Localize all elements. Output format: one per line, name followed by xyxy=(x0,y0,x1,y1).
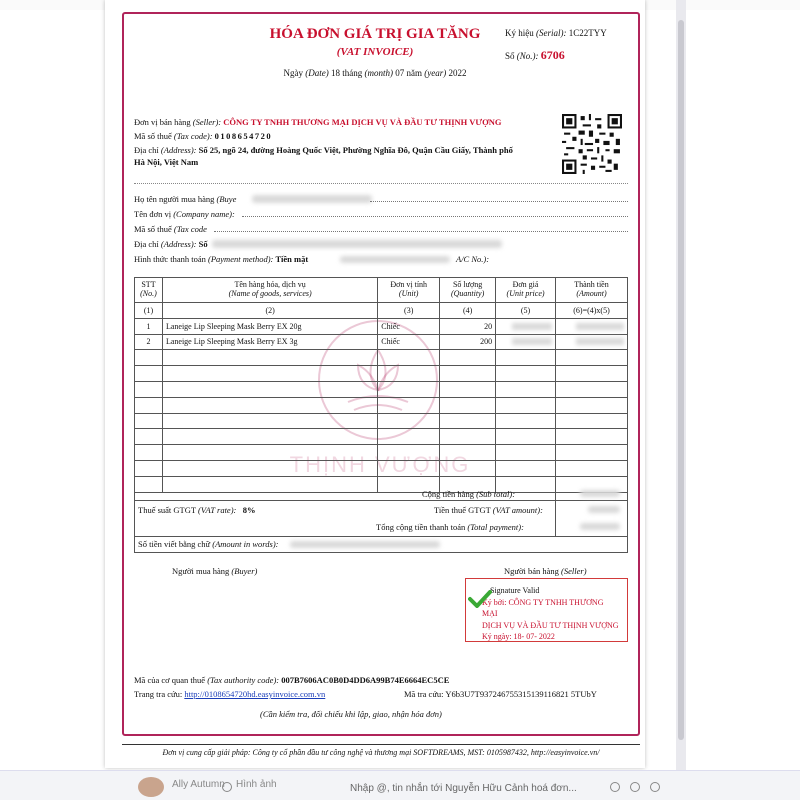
table-row-empty xyxy=(135,413,628,429)
seller-address: Địa chỉ (Address): Số 25, ngõ 24, đường Hoàng Quốc Việt, Phường Nghĩa Đô, Quận Cầu Giấy, Thành phố xyxy=(134,145,513,155)
col-header-unit: Đơn vị tính (Unit) xyxy=(378,278,440,303)
payment-method: Hình thức thanh toán (Payment method): Tiền mặt xyxy=(134,254,309,264)
table-index-row: (1) (2) (3) (4) (5) (6)=(4)x(5) xyxy=(135,303,628,319)
table-row-empty xyxy=(135,476,628,492)
col-header-price: Đơn giá (Unit price) xyxy=(496,278,556,303)
image-icon xyxy=(222,782,232,792)
buyer-name-line xyxy=(370,194,628,202)
emoji-icon[interactable] xyxy=(610,782,620,792)
chat-input[interactable]: Nhập @, tin nhắn tới Nguyễn Hữu Cảnh hoá đơn... xyxy=(350,783,577,794)
redacted-account xyxy=(340,256,450,263)
table-header-row xyxy=(135,278,628,303)
totals-border-right xyxy=(627,484,628,552)
buyer-company: Tên đơn vị (Company name): xyxy=(134,209,235,219)
lookup-link[interactable]: http://0108654720hd.easyinvoice.com.vn xyxy=(184,689,326,699)
scrollbar-thumb[interactable] xyxy=(678,20,684,740)
invoice-number: Số (No.): 6706 xyxy=(505,48,565,62)
totals-amount-divider xyxy=(555,484,556,536)
totals-line xyxy=(134,500,628,501)
header-separator xyxy=(134,183,628,184)
vat-rate: Thuế suất GTGT (VAT rate): 8% xyxy=(138,505,256,515)
redacted-cell xyxy=(496,334,556,350)
invoice-serial: Ký hiệu (Serial): 1C22TYY xyxy=(505,28,607,38)
table-row-empty xyxy=(135,397,628,413)
lookup-code: Mã tra cứu: Y6b3U7T937246755315139116821 5TUbY xyxy=(404,689,597,699)
vat-amount-label: Tiền thuế GTGT (VAT amount): xyxy=(434,505,543,515)
lookup-page: Trang tra cứu: http://0108654720hd.easyinvoice.com.vn xyxy=(134,689,326,699)
items-table xyxy=(134,277,628,493)
redacted-total xyxy=(580,523,620,530)
table-row: 1 Laneige Lip Sleeping Mask Berry EX 20g Chiếc 20 xyxy=(135,318,628,334)
redacted-cell xyxy=(496,318,556,334)
buyer-tax-code: Mã số thuế (Tax code xyxy=(134,224,207,234)
amount-in-words: Số tiền viết bằng chữ (Amount in words): xyxy=(138,539,279,549)
seller-name: Đơn vị bán hàng (Seller): CÔNG TY TNHH THƯƠNG MẠI DỊCH VỤ VÀ ĐẦU TƯ THỊNH VƯỢNG xyxy=(134,117,502,127)
buyer-tax-line xyxy=(214,224,628,232)
buyer-company-line xyxy=(242,209,628,217)
invoice-subtitle: (VAT INVOICE) xyxy=(336,46,414,58)
totals-line xyxy=(134,552,628,553)
table-row-empty xyxy=(135,460,628,476)
footer-divider xyxy=(122,744,640,745)
account-number: A/C No.): xyxy=(456,254,490,264)
attach-icon[interactable] xyxy=(630,782,640,792)
chat-user-name: Ally Autumn xyxy=(172,779,225,790)
col-header-no: STT (No.) xyxy=(135,278,163,303)
subtotal-label: Cộng tiền hàng (Sub total): xyxy=(422,489,516,499)
table-row-empty xyxy=(135,445,628,461)
redacted-vat-amount xyxy=(588,506,620,513)
avatar[interactable] xyxy=(138,777,164,797)
totals-line xyxy=(134,536,628,537)
digital-signature-box[interactable]: Signature Valid Ký bởi: CÔNG TY TNHH THƯƠNG MẠI DỊCH VỤ VÀ ĐẦU TƯ THỊNH VƯỢNG Ký ngày: 18- 07- 2022 xyxy=(465,578,628,642)
buyer-address: Địa chỉ (Address): Số xyxy=(134,239,208,249)
redacted-buyer-name xyxy=(252,195,372,203)
buyer-name: Họ tên người mua hàng (Buye xyxy=(134,194,237,204)
totals-border-left xyxy=(134,484,135,552)
signature-valid-text: Signature Valid xyxy=(490,586,540,595)
chat-bar xyxy=(0,770,800,800)
col-header-amount: Thành tiền (Amount) xyxy=(556,278,628,303)
provider-footer: Đơn vị cung cấp giải pháp: Công ty cổ phần đầu tư công nghệ và thương mại SOFTDREAMS, MST: 0105987432, http://easyinvoice.vn/ xyxy=(162,748,600,757)
verification-note: (Cần kiểm tra, đối chiếu khi lập, giao, nhận hóa đơn) xyxy=(260,709,442,719)
chat-media-label: Hình ảnh xyxy=(236,779,277,790)
redacted-amount-words xyxy=(290,541,440,548)
checkmark-icon xyxy=(468,590,492,608)
redacted-buyer-address xyxy=(212,240,502,248)
send-icon[interactable] xyxy=(650,782,660,792)
invoice-date: Ngày (Date) 18 tháng (month) 07 năm (year) 2022 xyxy=(283,68,467,78)
redacted-cell xyxy=(556,318,628,334)
redacted-cell xyxy=(556,334,628,350)
table-row-empty xyxy=(135,350,628,366)
table-row-empty xyxy=(135,366,628,382)
watermark-text: THỊNH VƯỢNG xyxy=(289,452,471,477)
seller-signature-label: Người bán hàng (Seller) xyxy=(504,566,587,576)
invoice-title: HÓA ĐƠN GIÁ TRỊ GIA TĂNG xyxy=(269,26,481,42)
col-header-qty: Số lượng (Quantity) xyxy=(440,278,496,303)
qr-code-icon xyxy=(562,114,622,174)
seller-tax-code: Mã số thuế (Tax code): 0108654720 xyxy=(134,131,273,141)
table-row-empty xyxy=(135,381,628,397)
seller-address-line2: Hà Nội, Việt Nam xyxy=(134,157,199,167)
table-row-empty xyxy=(135,429,628,445)
buyer-signature-label: Người mua hàng (Buyer) xyxy=(172,566,258,576)
table-row: 2 Laneige Lip Sleeping Mask Berry EX 3g Chiếc 200 xyxy=(135,334,628,350)
total-payment-label: Tổng cộng tiền thanh toán (Total payment): xyxy=(376,522,524,532)
tax-authority-code: Mã của cơ quan thuế (Tax authority code): 007B7606AC0B0D4DD6A99B74E6664EC5CE xyxy=(134,675,450,685)
col-header-name: Tên hàng hóa, dịch vụ (Name of goods, services) xyxy=(162,278,377,303)
redacted-subtotal xyxy=(580,490,620,497)
